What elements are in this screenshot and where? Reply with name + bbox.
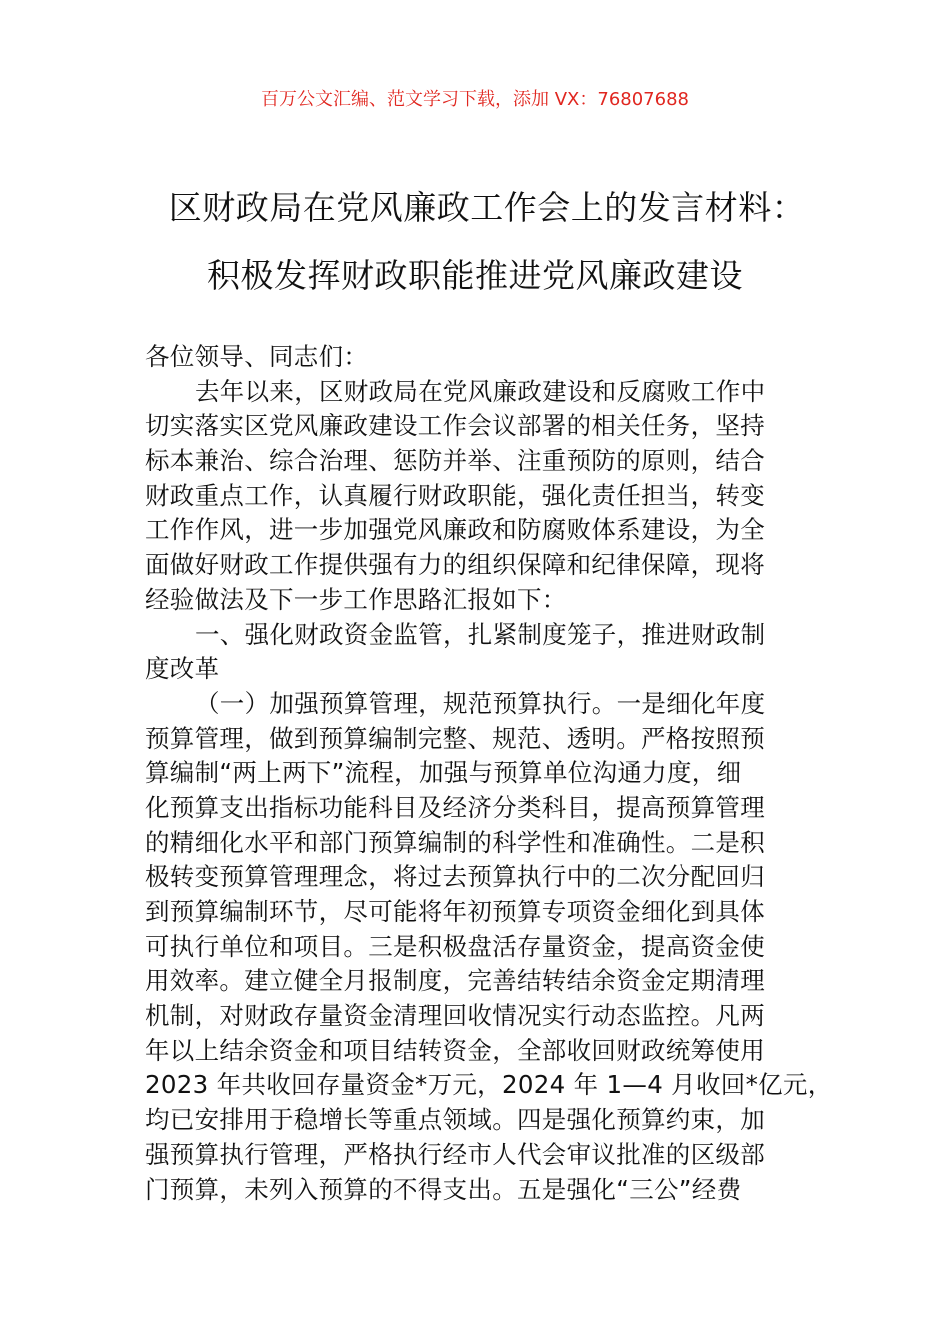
body-text-line: 门预算，未列入预算的不得支出。五是强化“三公”经费 [145, 1174, 742, 1204]
body-text-line: 到预算编制环节，尽可能将年初预算专项资金细化到具体 [145, 897, 765, 926]
body-text-line: 强预算执行管理，严格执行经市人代会审议批准的区级部 [145, 1139, 765, 1169]
body-text-line: 机制，对财政存量资金清理回收情况实行动态监控。凡两 [145, 1001, 765, 1031]
body-text-line: 经验做法及下一步工作思路汇报如下： [145, 584, 567, 614]
body-text-line: 财政重点工作，认真履行财政职能，强化责任担当，转变 [145, 480, 765, 510]
salutation: 各位领导、同志们： [145, 342, 369, 371]
body-text-line: 切实落实区党风廉政建设工作会议部署的相关任务，坚持 [145, 411, 765, 441]
body-text-line: （一）加强预算管理，规范预算执行。一是细化年度 [195, 688, 766, 718]
section-heading-line: 一、强化财政资金监管，扎紧制度笼子，推进财政制 [195, 619, 766, 649]
body-text-line: 的精细化水平和部门预算编制的科学性和准确性。二是积 [145, 827, 765, 857]
document-title-line-1: 区财政局在党风廉政工作会上的发言材料： [168, 188, 806, 227]
body-text-line: 年以上结余资金和项目结转资金，全部收回财政统筹使用 [145, 1035, 765, 1065]
body-text-line: 化预算支出指标功能科目及经济分类科目，提高预算管理 [145, 792, 765, 822]
body-text-line: 去年以来，区财政局在党风廉政建设和反腐败工作中 [195, 376, 766, 406]
document-title-line-2: 积极发挥财政职能推进党风廉政建设 [207, 256, 743, 295]
body-text-line: 极转变预算管理理念，将过去预算执行中的二次分配回归 [145, 862, 765, 892]
body-text-line: 工作作风，进一步加强党风廉政和防腐败体系建设，为全 [145, 515, 765, 545]
body-text-line: 可执行单位和项目。三是积极盘活存量资金，提高资金使 [145, 931, 765, 961]
section-heading-line: 度改革 [145, 654, 220, 684]
body-text-line: 均已安排用于稳增长等重点领域。四是强化预算约束，加 [145, 1105, 765, 1135]
body-text-line: 面做好财政工作提供强有力的组织保障和纪律保障，现将 [145, 550, 765, 580]
body-text-line: 算编制“两上两下”流程，加强与预算单位沟通力度，细 [145, 758, 742, 788]
document-body [145, 340, 833, 1207]
body-text-line: 预算管理，做到预算编制完整、规范、透明。严格按照预 [145, 723, 765, 753]
body-text-line: 2023 年共收回存量资金*万元，2024 年 1—4 月收回*亿元， [145, 1070, 833, 1100]
body-text-line: 用效率。建立健全月报制度，完善结转结余资金定期清理 [145, 966, 765, 996]
watermark-header: 百万公文汇编、范文学习下载，添加 VX：76807688 [261, 89, 689, 110]
body-text-line: 标本兼治、综合治理、惩防并举、注重预防的原则，结合 [145, 446, 765, 476]
